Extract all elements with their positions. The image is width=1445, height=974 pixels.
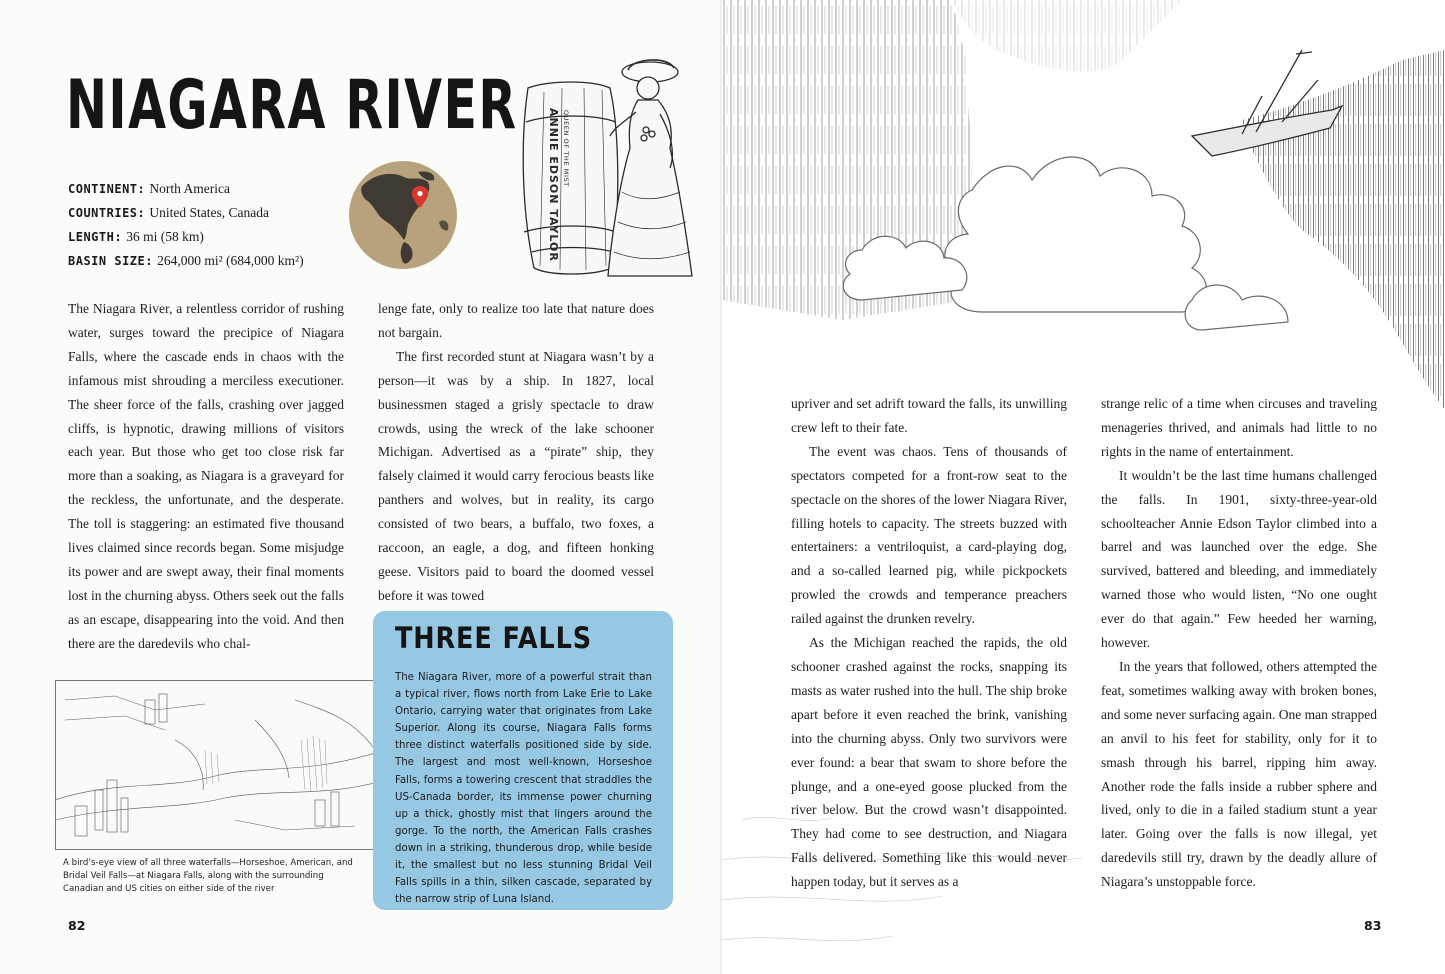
fact-label: CONTINENT: (68, 182, 146, 196)
fact-value: North America (149, 181, 230, 196)
body-column-2 (378, 297, 654, 608)
aerial-falls-illustration (55, 680, 385, 850)
sidebar-text: The Niagara River, more of a powerful strait than a typical river, flows north from Lake Erie to Lake Ontario, carrying water that originates from Lake Superior. Along its course, Niagara Falls forms three distinct waterfalls positioned side by side. The largest and most well-known, Horseshoe Falls, forms a towering crescent that straddles the US-Canada border, its immense power churning up a thick, ghostly mist that lingers around the gorge. To the north, the American Falls crashes down in a striking, thunderous drop, while beside it, the smallest but no less stunning Bridal Veil Falls spills in a thin, silken cascade, separated by the narrow strip of Luna Island. (395, 672, 652, 906)
paragraph: In the years that followed, others attempted the feat, sometimes walking away with broken bones, and some never surfacing again. One man strapped an anvil to his feet for stability, only for it to smash through his barrel, ripping him away. Another rode the falls inside a rubber sphere and lived, only to die in a failed stadium stunt a year later. Going over the falls is now illegal, yet daredevils still try, drawn by the deadly allure of Niagara’s unstoppable force. (1101, 658, 1377, 890)
annie-edson-taylor-illustration (510, 52, 700, 282)
paragraph: lenge fate, only to realize too late that nature does not bargain. (378, 301, 654, 340)
left-page (0, 0, 722, 974)
fact-label: BASIN SIZE: (68, 254, 153, 268)
paragraph: strange relic of a time when circuses and traveling menageries thrived, and animals had little to no rights in the name of entertainment. (1101, 396, 1377, 459)
fact-list (68, 180, 304, 276)
fact-length (68, 228, 304, 252)
paragraph: As the Michigan reached the rapids, the old schooner crashed against the rocks, snapping its masts as water rushed into the hull. The ship broke apart before it even reached the brink, vanishing into the churning abyss. Only two survivors were ever found: a bear that swam to shore before the plunge, and a one-eyed goose plucked from the river below. But the crowd wasn’t disappointed. They had come to see destruction, and Niagara Falls delivered. Something like this would never happen today, but it serves as a (791, 635, 1067, 890)
fact-label: COUNTRIES: (68, 206, 146, 220)
globe-map-icon (348, 160, 458, 270)
paragraph: It wouldn’t be the last time humans challenged the falls. In 1901, sixty-three-year-old schoolteacher Annie Edson Taylor climbed into a barrel and was launched over the edge. She survived, battered and bleeding, and immediately warned those who would listen, “No one ought ever do that again.” Few heeded her warning, however. (1101, 467, 1377, 651)
barrel-subtext: QUEEN OF THE MIST (562, 110, 570, 187)
fact-countries (68, 204, 304, 228)
sidebar-title: THREE FALLS (395, 621, 593, 655)
page-title: NIAGARA RIVER (66, 66, 518, 145)
fact-continent (68, 180, 304, 204)
paragraph: The first recorded stunt at Niagara wasn’t by a person—it was by a ship. In 1827, local businessmen staged a grisly spectacle to draw crowds, using the wreck of the lake schooner Michigan. Advertised as a “pirate” ship, they falsely claimed it would carry ferocious beasts like panthers and wolves, but in reality, its cargo consisted of two bears, a buffalo, two foxes, a raccoon, an eagle, a dog, and fifteen honking geese. Visitors paid to board the doomed vessel before it was towed (378, 348, 654, 603)
body-column-3 (791, 392, 1067, 894)
fact-label: LENGTH: (68, 230, 123, 244)
three-falls-sidebar (373, 611, 673, 910)
barrel-text: ANNIE EDSON TAYLOR (547, 108, 560, 262)
page-number: 83 (1364, 918, 1382, 933)
page-number: 82 (68, 918, 86, 933)
body-column-1 (68, 297, 344, 656)
right-page (722, 0, 1445, 974)
fact-value: United States, Canada (149, 205, 269, 220)
fact-basin-size (68, 252, 304, 276)
fact-value: 264,000 mi² (684,000 km²) (157, 253, 304, 268)
paragraph: upriver and set adrift toward the falls, its unwilling crew left to their fate. (791, 396, 1067, 435)
paragraph: The Niagara River, a relentless corridor of rushing water, surges toward the precipice of Niagara Falls, where the cascade ends in chaos with the infamous mist shrouding a merciless executioner. The sheer force of the falls, crashing over jagged cliffs, is hypnotic, drawing millions of visitors each year. But those who get too close risk far more than a soaking, as Niagara is a graveyard for the reckless, the unfortunate, and the desperate. The toll is staggering: an estimated five thousand lives claimed since records began. Some misjudge its power and are swept away, their final moments lost in the churning abyss. Others seek out the falls as an escape, disappearing into the void. And then there are the daredevils who chal- (68, 301, 344, 651)
body-column-4 (1101, 392, 1377, 894)
paragraph: The event was chaos. Tens of thousands of spectators competed for a front-row seat to the spectacle on the shores of the lower Niagara River, filling hotels to capacity. The streets buzzed with entertainers: a ventriloquist, a card-playing dog, and a so-called learned pig, while pickpockets prowled the crowds and temperance preachers railed against the drunken revelry. (791, 443, 1067, 627)
fact-value: 36 mi (58 km) (126, 229, 204, 244)
figure-caption: A bird’s-eye view of all three waterfalls—Horseshoe, American, and Bridal Veil Falls—at Niagara Falls, along with the surrounding Canadian and US cities on either side of the river (63, 858, 353, 894)
